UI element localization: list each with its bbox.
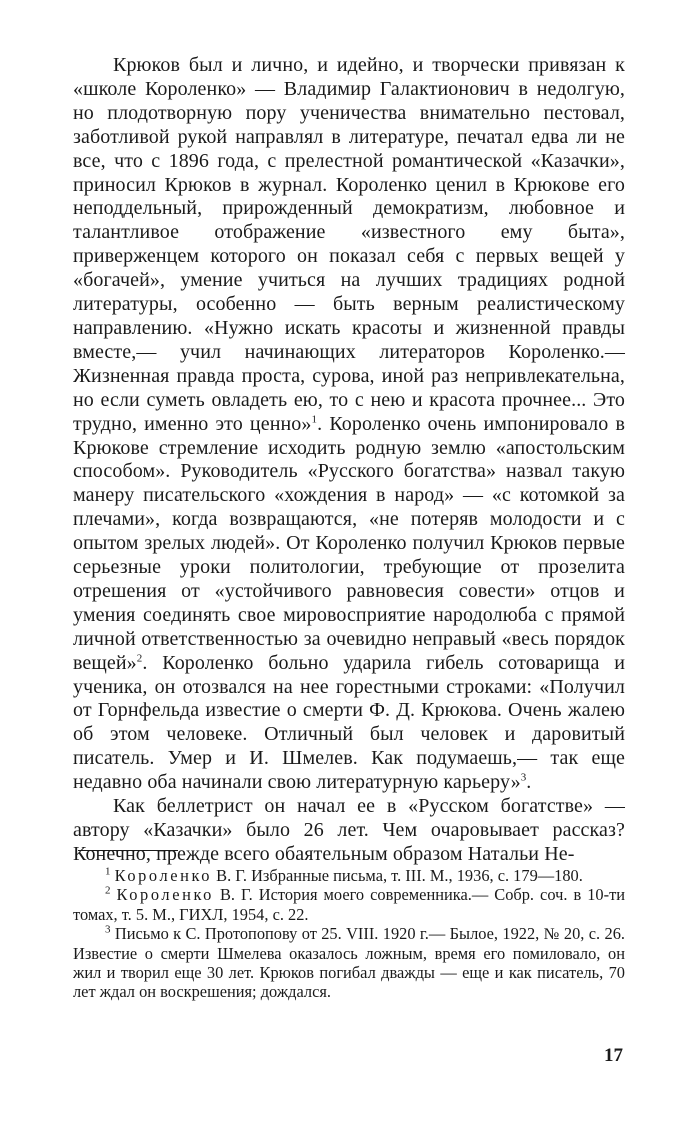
footnote-ref: 2 bbox=[136, 652, 143, 664]
footnote-text: В. Г. Избранные письма, т. III. М., 1936, с. 179—180. bbox=[212, 866, 583, 885]
page-number: 17 bbox=[604, 1045, 623, 1066]
footnote-ref: 3 bbox=[520, 771, 527, 784]
footnote-author: Короленко bbox=[116, 885, 214, 905]
footnote-marker: 3 bbox=[105, 923, 111, 936]
paragraph: Как беллетрист он начал ее в «Русском богатстве» — автору «Казачки» было 26 лет. Чем очаровывает рассказ? Конечно, прежде всего обаятельным образом Натальи Не- bbox=[73, 795, 625, 865]
footnote-marker: 1 bbox=[105, 865, 111, 878]
paragraph-text: . Короленко больно ударила гибель сотоварища и ученика, он отозвался на нее горестными строками: «Получил от Горнфельда известие о смерти Ф. Д. Крюкова. Очень жалею об этом человеке. Отличный был человек и даровитый писатель. Умер и И. Шмелев. Как подумаешь,— так еще недавно оба начинали свою литературную карьеру» bbox=[73, 651, 625, 794]
footnote bbox=[73, 885, 625, 924]
footnote-text: В. Г. История моего современника.— Собр. соч. в 10-ти томах, т. 5. М., ГИХЛ, 1954, с. 22. bbox=[73, 885, 625, 924]
footnote-divider bbox=[78, 850, 178, 851]
paragraph-text: . bbox=[526, 771, 532, 794]
footnote bbox=[73, 924, 625, 1002]
paragraph-text: Крюков был и лично, и идейно, и творчески привязан к «школе Короленко» — Владимир Галактионович в недолгую, но плодотворную пору ученичества внимательно пестовал, заботливой рукой направлял в литературе, печатал едва ли не все, что с 1896 года, с прелестной романтической «Казачки», приносил Крюков в журнал. Короленко ценил в Крюкове его неподдельный, прирожденный демократизм, любовное и талантливое отображение «известного ему быта», приверженцем которого он показал себя с первых вещей у «богачей», умение учиться на лучших традициях родной литературы, особенно — быть верным реалистическому направлению. «Нужно искать красоты и жизненной правды вместе,— учил начинающих литераторов Короленко.— Жизненная правда проста, сурова, иной раз непривлекательна, но если суметь овладеть ею, то с нею и красота прочнее... Это трудно, именно это ценно» bbox=[73, 54, 625, 435]
footnote-text: Письмо к С. Протопопову от 25. VIII. 1920 г.— Былое, 1922, № 20, с. 26. Известие о смерти Шмелева оказалось ложным, время его помиловало, он жил и творил еще 30 лет. Крюков погибал дважды — еще и как писатель, 70 лет ждал он воскрешения; дождался. bbox=[73, 924, 625, 1002]
footnote-marker: 2 bbox=[105, 884, 111, 897]
footnote-ref: 1 bbox=[311, 412, 318, 425]
footnote bbox=[73, 866, 625, 885]
footnotes bbox=[73, 866, 625, 1002]
paragraph bbox=[73, 54, 625, 795]
footnote-author: Короленко bbox=[114, 866, 213, 885]
main-text bbox=[73, 54, 625, 867]
paragraph-text: . Короленко очень импонировало в Крюкове стремление исходить родную землю «апостольским способом». Руководитель «Русского богатства» назвал такую манеру писательского «хождения в народ» — «с котомкой за плечами», когда возвращаются, «не потеряв молодости и с опытом зрелых людей». От Короленко получил Крюков первые серьезные уроки политологии, требующие от прозелита отрешения от «устойчивого равновесия совести» отцов и умения соединять свое мировосприятие народолюба с прямой личной ответственностью за очевидно неправый «весь порядок вещей» bbox=[73, 412, 625, 674]
